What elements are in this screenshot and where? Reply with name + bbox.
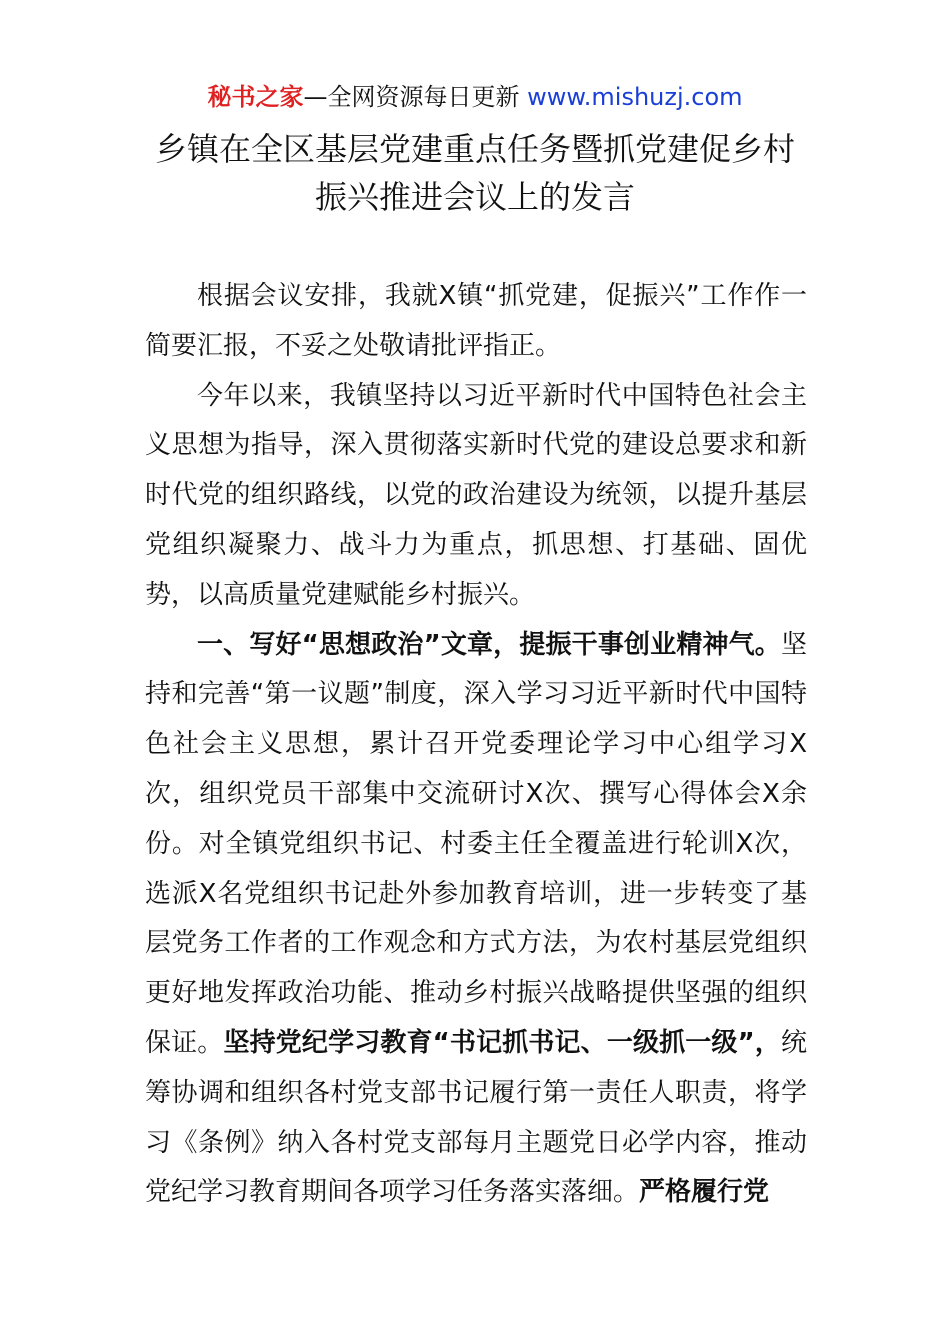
section-one-text: 坚持和完善“第一议题”制度，深入学习习近平新时代中国特色社会主义思想，累计召开党委理论学习中心组学习X次，组织党员干部集中交流研讨X次、撰写心得体会X余份。对全镇党组织书记、村委主任全覆盖进行轮训X次，选派X名党组织书记赴外参加教育培训，进一步转变了基层党务工作者的工作观念和方式方法，为农村基层党组织更好地发挥政治功能、推动乡村振兴战略提供坚强的组织保证。 [145,629,807,1058]
site-tagline: —全网资源每日更新 [303,83,520,111]
document-body [145,272,807,1218]
site-brand: 秘书之家 [207,83,304,111]
section-one-subheading-2: 严格履行党 [639,1177,770,1208]
paragraph-section-one [145,621,807,1219]
document-title [120,125,830,221]
paragraph-intro: 根据会议安排，我就X镇“抓党建，促振兴”工作作一简要汇报，不妥之处敬请批评指正。 [145,281,807,361]
section-one-text-2: 统筹协调和组织各村党支部书记履行第一责任人职责，将学习《条例》纳入各村党支部每月主题党日必学内容，推动党纪学习教育期间各项学习任务落实落细。 [145,1027,807,1208]
title-line-1: 乡镇在全区基层党建重点任务暨抓党建促乡村 [154,130,795,168]
site-url-link[interactable]: www.mishuzj.com [527,83,743,111]
section-one-subheading: 坚持党纪学习教育“书记抓书记、一级抓一级”， [223,1027,781,1058]
section-one-heading: 一、写好“思想政治”文章，提振干事创业精神气。 [197,629,781,660]
site-header [0,80,950,114]
paragraph-overview: 今年以来，我镇坚持以习近平新时代中国特色社会主义思想为指导，深入贯彻落实新时代党的建设总要求和新时代党的组织路线，以党的政治建设为统领，以提升基层党组织凝聚力、战斗力为重点，抓思想、打基础、固优势，以高质量党建赋能乡村振兴。 [145,380,807,610]
title-line-2: 振兴推进会议上的发言 [314,178,635,216]
